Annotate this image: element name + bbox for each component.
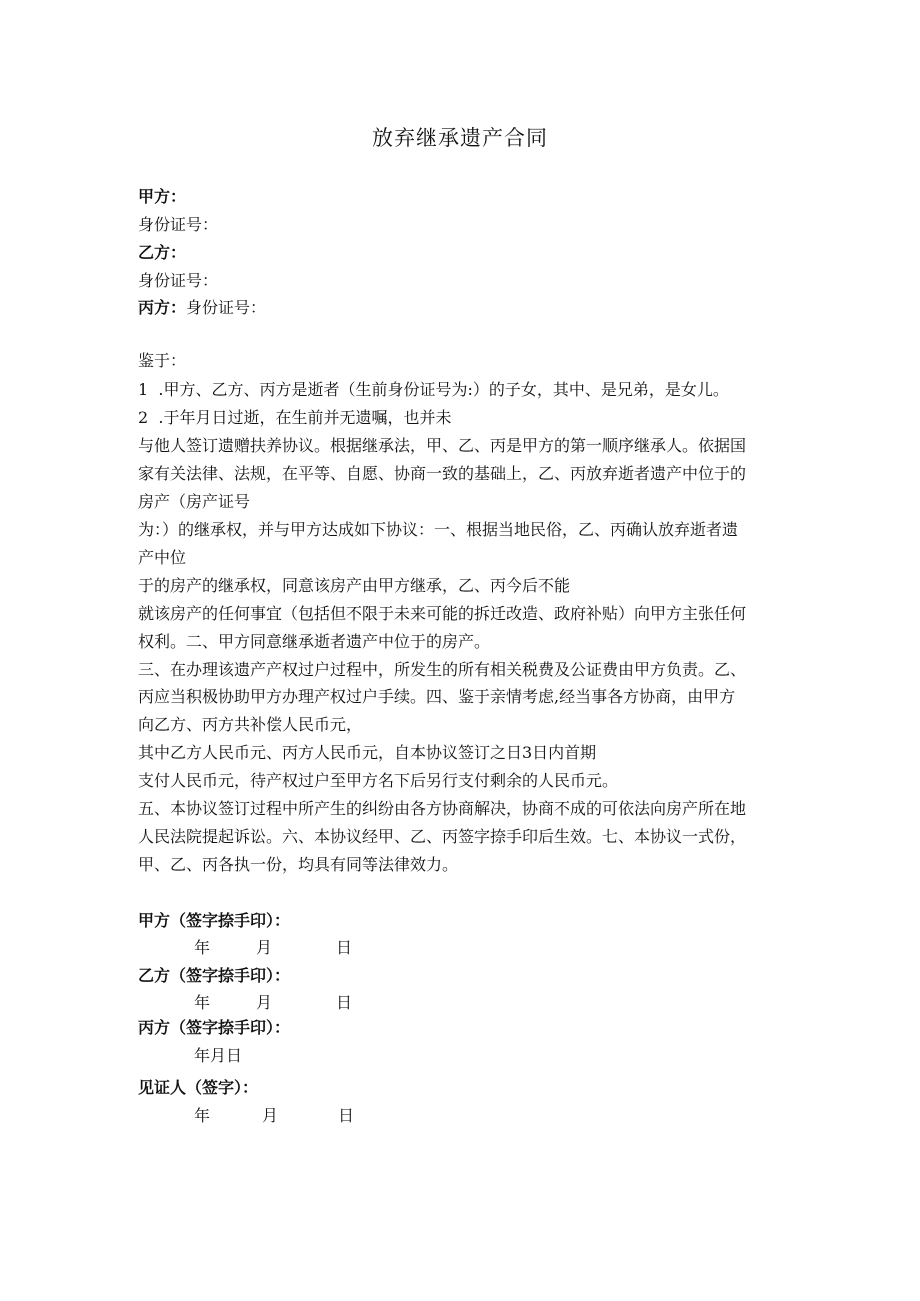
- party-b-label: 乙方：: [138, 243, 187, 262]
- body-line: 2 .于年月日过逝，在生前并无遗嘱，也并未: [138, 408, 452, 427]
- body-line: 向乙方、丙方共补偿人民币元，: [138, 715, 363, 734]
- date-day: 日: [336, 938, 353, 957]
- date-month: 月: [256, 938, 273, 957]
- body-line: 于的房产的继承权，同意该房产由甲方继承，乙、丙今后不能: [138, 576, 571, 595]
- date-month: 月: [262, 1106, 279, 1125]
- body-line: 其中乙方人民币元、丙方人民币元，自本协议签订之日3日内首期: [138, 743, 597, 762]
- signature-c-date: 年月日: [194, 1046, 243, 1065]
- body-line: 家有关法律、法规，在平等、自愿、协商一致的基础上，乙、丙放弃逝者遗产中位于的: [138, 464, 747, 483]
- date-year: 年: [194, 938, 211, 957]
- body-line: 丙应当积极协助甲方办理产权过户手续。四、鉴于亲情考虑,经当事各方协商，由甲方: [138, 687, 736, 706]
- body-line: 就该房产的任何事宜（包括但不限于未来可能的拆迁改造、政府补贴）向甲方主张任何: [138, 604, 747, 623]
- date-day: 日: [336, 993, 353, 1012]
- body-line: 权利。二、甲方同意继承逝者遗产中位于的房产。: [138, 632, 491, 651]
- party-c-label: 丙方：: [138, 298, 187, 317]
- party-a-label: 甲方：: [138, 187, 187, 206]
- body-line: 三、在办理该遗产产权过户过程中，所发生的所有相关税费及公证费由甲方负责。乙、: [138, 660, 747, 679]
- signature-b-label: 乙方（签字捺手印）：: [138, 966, 291, 985]
- date-month: 月: [256, 993, 273, 1012]
- party-c-id: 身份证号：: [186, 298, 267, 317]
- signature-c-label: 丙方（签字捺手印）：: [138, 1018, 291, 1037]
- party-c-row: [138, 297, 266, 319]
- party-a-id: 身份证号：: [138, 215, 219, 234]
- body-line: 1 .甲方、乙方、丙方是逝者（生前身份证号为:）的子女，其中、是兄弟，是女儿。: [138, 380, 729, 399]
- body-line: 与他人签订遗赠扶养协议。根据继承法，甲、乙、丙是甲方的第一顺序继承人。依据国: [138, 436, 747, 455]
- date-day: 日: [338, 1106, 355, 1125]
- body-line: 支付人民币元，待产权过户至甲方名下后另行支付剩余的人民币元。: [138, 771, 619, 790]
- body-line: 人民法院提起诉讼。六、本协议经甲、乙、丙签字捺手印后生效。七、本协议一式份，: [138, 827, 747, 846]
- party-b-id: 身份证号：: [138, 271, 219, 290]
- body-line: 甲、乙、丙各执一份，均具有同等法律效力。: [138, 855, 459, 874]
- body-line: 五、本协议签订过程中所产生的纠纷由各方协商解决，协商不成的可依法向房产所在地: [138, 799, 747, 818]
- date-year: 年: [194, 993, 211, 1012]
- witness-label: 见证人（签字）：: [138, 1078, 259, 1097]
- body-line: 鉴于：: [138, 351, 187, 370]
- body-line: 房产（房产证号: [138, 492, 251, 511]
- body-line: 为：）的继承权，并与甲方达成如下协议：一、根据当地民俗，乙、丙确认放弃逝者遗: [138, 520, 739, 539]
- document-title: 放弃继承遗产合同: [372, 126, 548, 150]
- signature-a-label: 甲方（签字捺手印）：: [138, 911, 291, 930]
- body-line: 产中位: [138, 548, 187, 567]
- date-year: 年: [194, 1106, 211, 1125]
